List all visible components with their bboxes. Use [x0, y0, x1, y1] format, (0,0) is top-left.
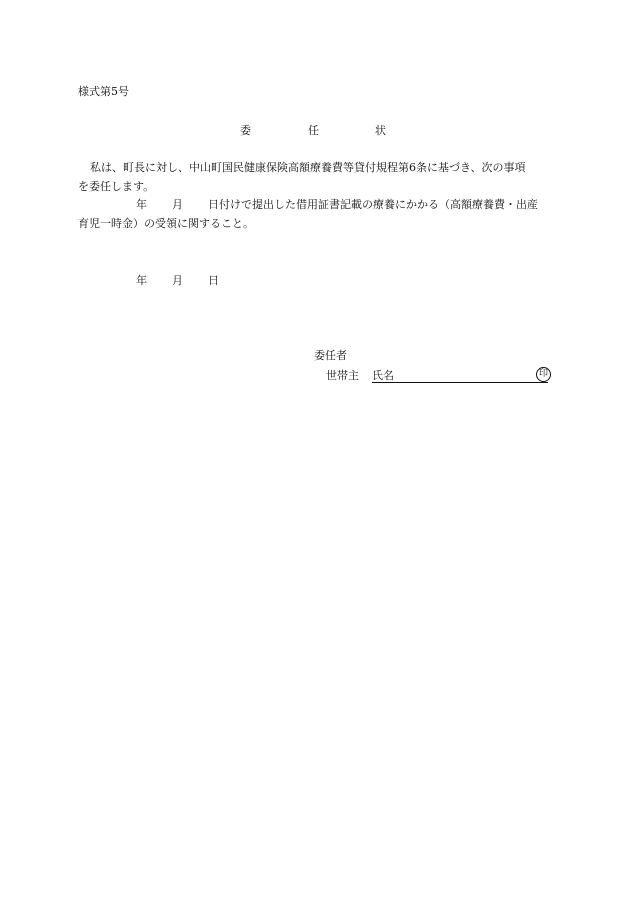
- month-label: 月: [172, 274, 183, 287]
- title-char: 状: [375, 124, 386, 137]
- head-of-household-label: 世帯主: [326, 369, 359, 382]
- seal-mark: 印: [536, 367, 551, 382]
- body-line: を委任します。: [78, 180, 155, 193]
- title-char: 任: [308, 124, 319, 137]
- body-line-rest: 日付けで提出した借用証書記載の療養にかかる（高額療養費・出産: [208, 198, 538, 211]
- day-label: 日: [208, 274, 219, 287]
- form-number: 様式第5号: [78, 85, 129, 98]
- year-label: 年: [136, 198, 147, 211]
- name-underline: [372, 382, 548, 383]
- body-line: 私は、町長に対し、中山町国民健康保険高額療養費等貸付規程第6条に基づき、次の事項: [90, 161, 526, 174]
- month-label: 月: [172, 198, 183, 211]
- year-label: 年: [136, 274, 147, 287]
- delegate-label: 委任者: [314, 349, 347, 362]
- name-label: 氏名: [372, 369, 394, 382]
- title-char: 委: [240, 124, 251, 137]
- body-line: 育児一時金）の受領に関すること。: [78, 217, 254, 230]
